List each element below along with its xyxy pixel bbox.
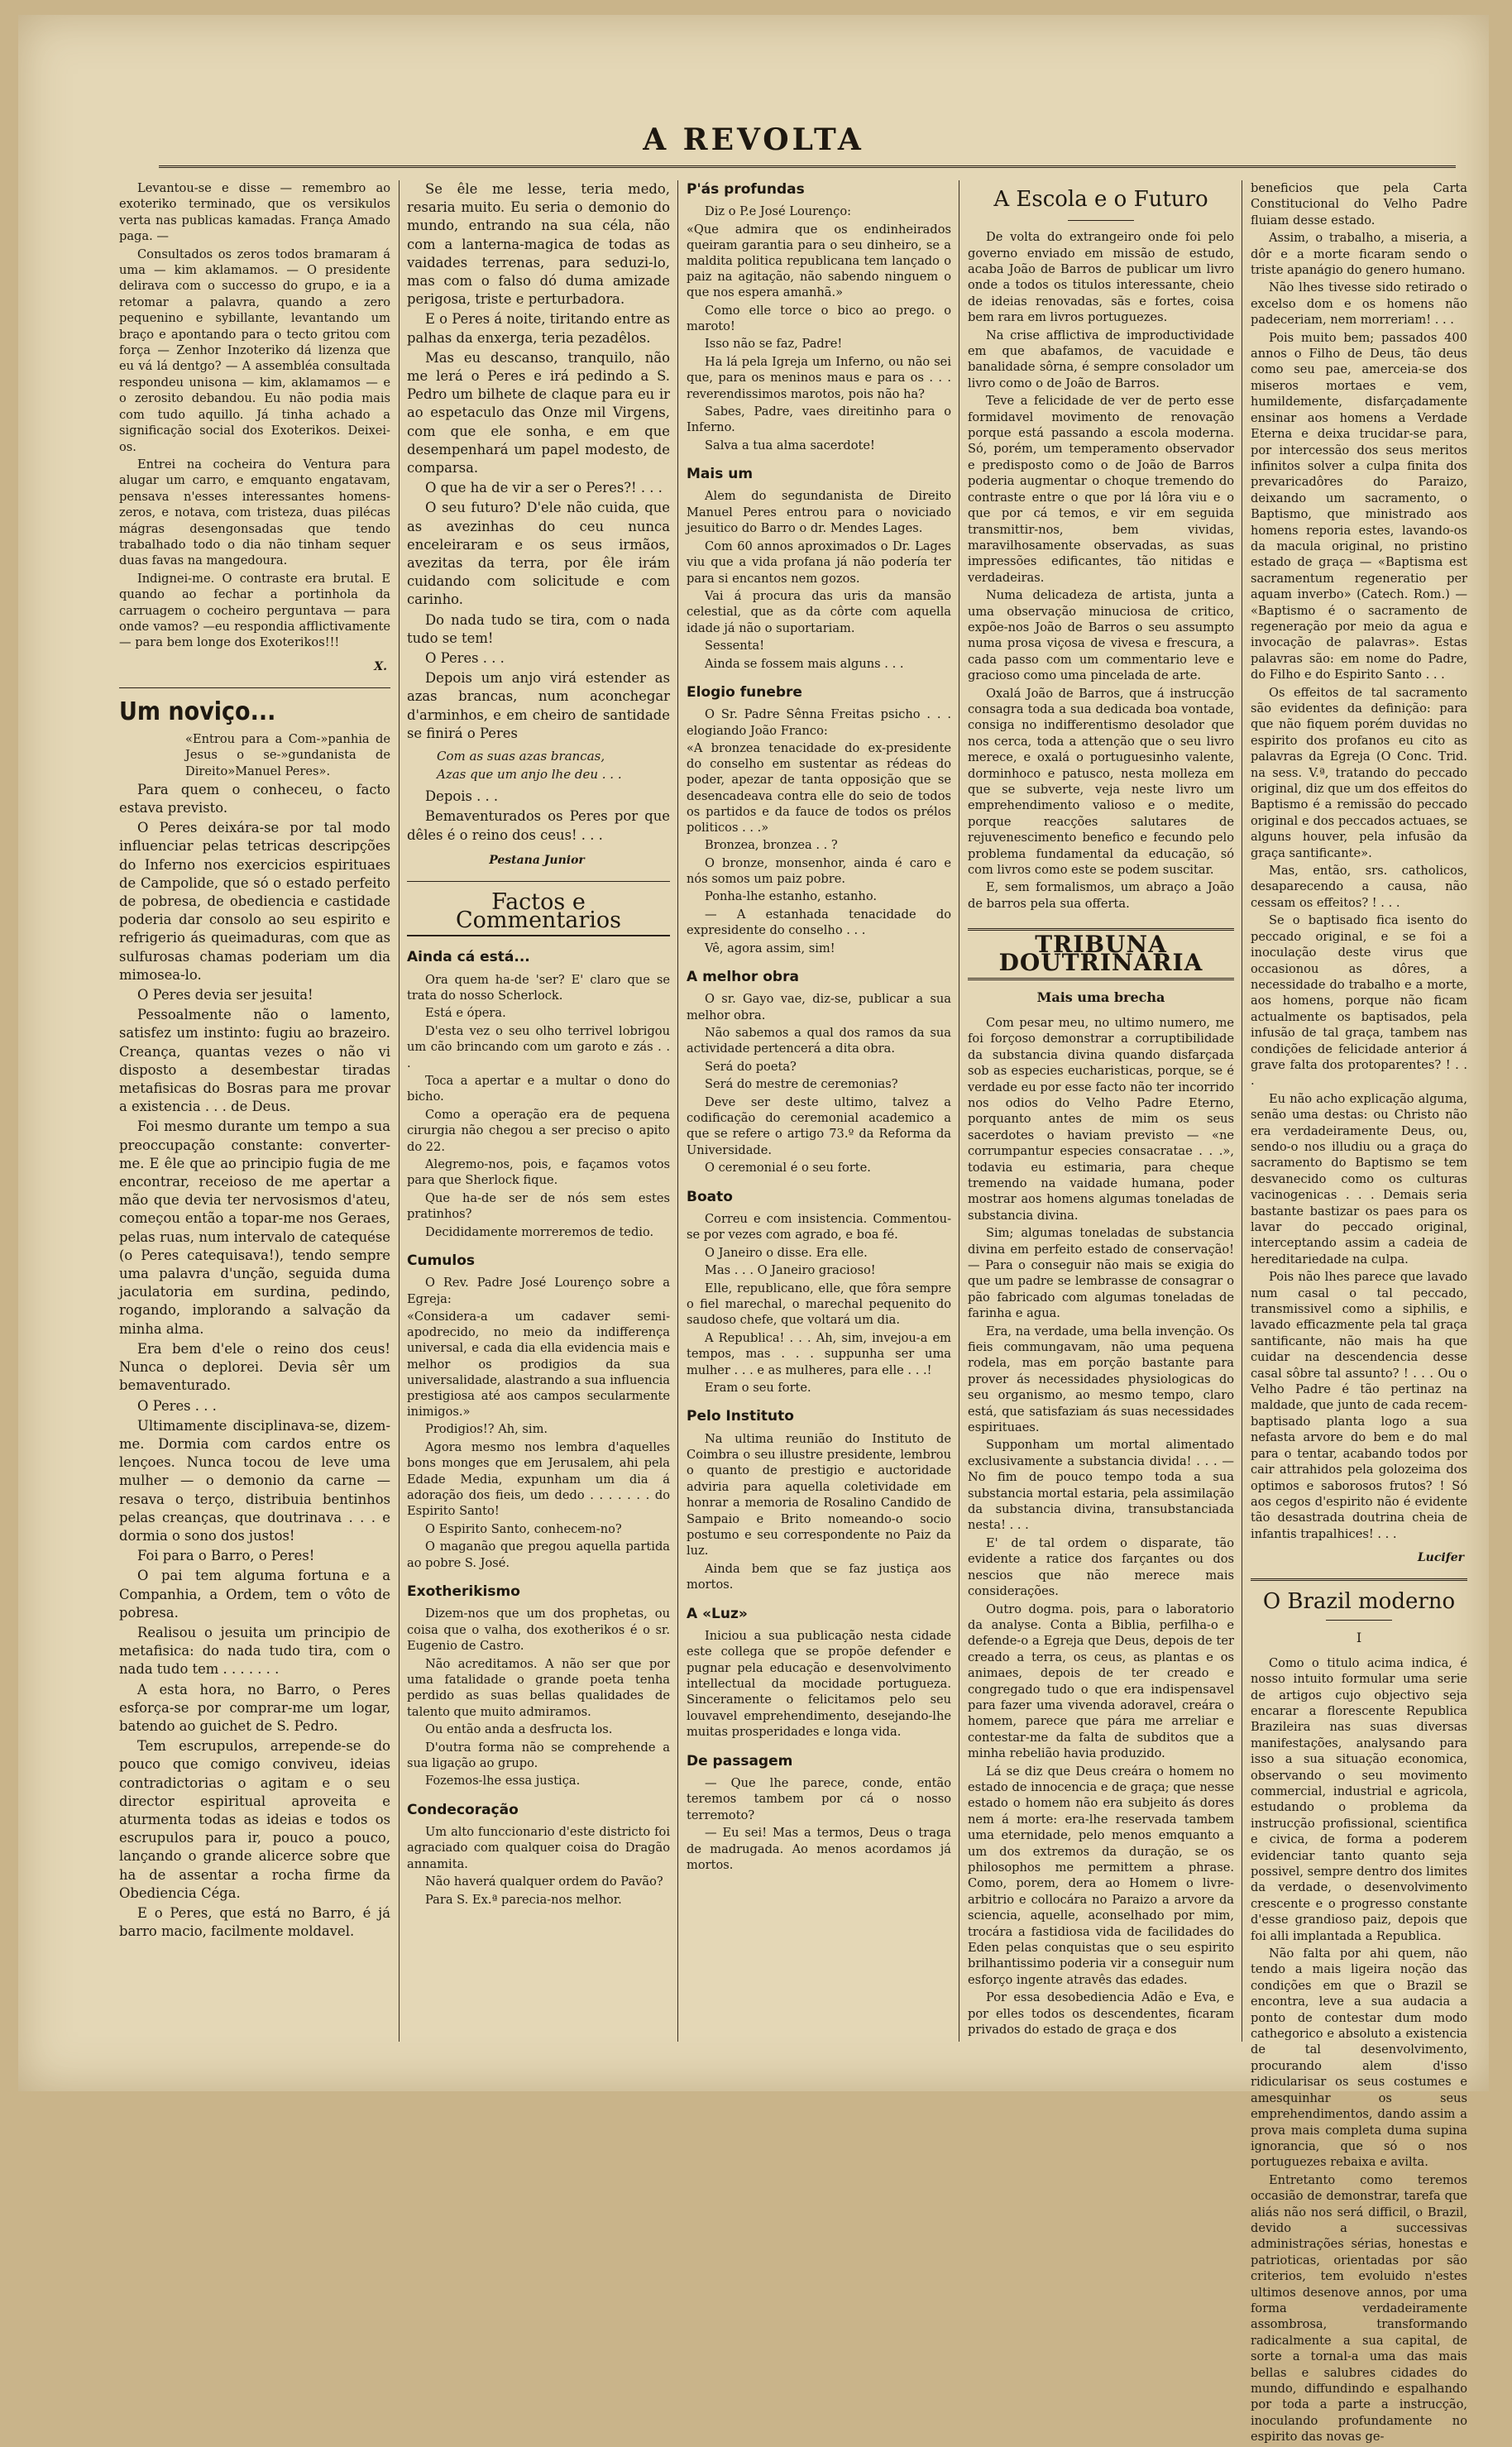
paragraph: Como o titulo acima indica, é nosso intuito formular uma serie de artigos cujo objectivo seja encarar a florescente Republica Brazileira nas suas diversas manifestações, analysando para isso a sua situação economica, observando o seu movimento commercial, industrial e agricola, estudando o problema da instrucção profissional, scientifica e civica, de forma a poderem evidenciar tanto quanto seja possivel, sempre dentro dos limites da verdade, o desenvolvimento crescente e o progresso constante d'esse grandioso paiz, depois que foi alli implantada a Republica. (1251, 1655, 1467, 1943)
subsection-title: Elogio funebre (687, 683, 802, 701)
column-divider (677, 180, 678, 2042)
paragraph: Toca a apertar e a multar o dono do bicho. (407, 1073, 670, 1104)
paragraph: Na ultima reunião do Instituto de Coimbra o seu illustre presidente, lembrou o quanto de prestigio e auctoridade adviria para aquella coletividade em honrar a memoria de Rosalino Candido de Sampaio e Brito nomeando-o socio postumo e seu correspondente no Paiz da luz. (687, 1431, 951, 1559)
paragraph: Consultados os zeros todos bramaram á uma — kim aklamamos. — O presidente delirava com o successo do grupo, e ia a retomar a palavra, quando a zero pequenino e sybillante, levantando um braço e apontando para o tecto gritou com força — Zenhor Inzoteriko dá lizenza que eu vá lá dentgo? — A assembléa consultada respondeu unisona — kim, aklamamos — e o zerosito debandou. Eu não podia mais com tudo aquillo. Já tinha achado a significação social dos Exoterikos. Deixei-os. (119, 247, 390, 454)
paragraph: Deve ser deste ultimo, talvez a codificação do ceremonial academico a que se refere o artigo 73.º da Reforma da Universidade. (687, 1094, 951, 1157)
paragraph: O Peres deixára-se por tal modo influenciar pelas tetricas descripções do Inferno nos exercicios espirituaes de Campolide, que só o estado perfeito de pobresa, de obediencia e castidade poderia dar consolo ao seu espirito e refrigerio ás queimaduras, com que as sulfurosas chamas poderiam um dia mimosea-lo. (119, 820, 390, 983)
subsection-title: Cumulos (407, 1252, 476, 1270)
section-title: Factos e Commentarios (407, 893, 670, 936)
paragraph: Decididamente morreremos de tedio. (425, 1224, 654, 1239)
subsection-title: Condecoração (407, 1801, 519, 1818)
paragraph: Pois não lhes parece que lavado num casal o tal peccado, transmissivel como a siphilis, e lavado efficazmente pela tal graça santificante, não mais ha que cuidar na descendencia desse casal sôbre tal assunto? ! . . . Ou o Velho Padre é tão pertinaz na maldade, que junto de cada recem-baptisado planta logo a sua nefasta arvore do bem e do mal para o tentar, acabando todos por cair attrahidos pela golozeima dos optimos e saborosos frutos? ! Só aos cegos d'espirito não é evidente tão desastrada doutrina cheia de infantis trapalhices! . . . (1251, 1270, 1467, 1541)
paragraph: — Eu sei! Mas a termos, Deus o traga de madrugada. Ao menos acordamos já mortos. (687, 1826, 951, 1872)
paragraph: Ultimamente disciplinava-se, dizem-me. Dormia com cardos entre os lençoes. Nunca tocou de leve uma mulher — o demonio da carne — resava o terço, distribuia bentinhos pelas creanças, que doutrinava . . . e dormia o sono dos justos! (119, 1417, 390, 1544)
paragraph: O maganão que pregou aquella partida ao pobre S. José. (407, 1540, 670, 1570)
article-title: A Escola e o Futuro (993, 187, 1208, 212)
paragraph: Mas . . . O Janeiro gracioso! (705, 1263, 876, 1278)
paragraph: Lá se diz que Deus creára o homem no estado de innocencia e de graça; que nesse estado o homem não era subjeito ás dores nem á morte: era-lhe reservada tambem uma eternidade, pelo menos emquanto a um dos extremos da duração, se os philosophos me permittem a phrase. Como, porem, dera ao Homem o livre-arbitrio e collocára no Paraizo a arvore da sciencia, aquelle, aconselhado por mim, trocára a fastidiosa vida de facilidades do Eden pelas conquistas que o seu espirito brilhantissimo poderia vir a conseguir num esforço ingente atravês das edades. (968, 1764, 1234, 1987)
paragraph: Sessenta! (705, 639, 765, 654)
paragraph: Os effeitos de tal sacramento são evidentes da definição: para que não fiquem porém duvidas no espirito dos profanos eu cito as palavras da Egreja (O Conc. Trid. na sess. V.ª, tratando do peccado original, diz que um dos effeitos do Baptismo é a remissão do peccado original e dos peccados actuaes, se alguns houver, pela infusão da graça santificante». (1251, 685, 1467, 860)
paragraph: Pessoalmente não o lamento, satisfez um instinto: fugiu ao brazeiro. Creança, quantas vezes o não vi disposto a desembestar tiradas metafisicas do Bosras para me provar a existencia . . . de Deus. (119, 1007, 390, 1115)
paragraph: Será do poeta? (705, 1059, 797, 1074)
paragraph: Tem escrupulos, arrepende-se do pouco que comigo conviveu, ideias contradictorias o agitam e o seu director espiritual aproveita e aturmenta todas as ideias e todos os escrupulos para ir, pouco a pouco, lançando o grande alicerce sobre que ha de assentar a rocha firme da Obediencia Céga. (119, 1738, 390, 1901)
paragraph: Elle, republicano, elle, que fôra sempre o fiel marechal, o marechal pequenito do saudoso chefe, que voltará um dia. (687, 1281, 951, 1328)
paragraph: Salva a tua alma sacerdote! (705, 438, 875, 453)
signature: Pestana Junior (489, 853, 585, 867)
paragraph: Para quem o conheceu, o facto estava previsto. (119, 781, 390, 816)
paragraph: Foi para o Barro, o Peres! (137, 1548, 315, 1564)
paragraph: Bronzea, bronzea . . ? (705, 838, 838, 853)
paragraph: Vai á procura das uris da mansão celestial, que as da côrte com aquella idade já não o suportariam. (687, 588, 951, 635)
paragraph: O seu futuro? D'ele não cuida, que as avezinhas do ceu nunca enceleiraram e os seus irmãos, avezitas da terra, por êle irám cuidando com solicitude e com carinho. (407, 500, 670, 608)
paragraph: Com 60 annos aproximados o Dr. Lages viu que a vida profana já não podería ter para si encantos nem gozos. (687, 539, 951, 586)
paragraph: Teve a felicidade de ver de perto esse formidavel movimento de renovação porque está passando a escola moderna. Só, porém, um temperamento observador e predisposto como o de João de Barros poderia augmentar o choque tremendo do contraste entre o que por lá lôra viu e o que por cá temos, e vir em seguida transmittir-nos, bem vividas, maravilhosamente observadas, as suas impressões edificantes, tão nitidas e verdadeiras. (968, 394, 1234, 585)
epigraph: «Entrou para a Com-»panhia de Jesus o se-»gundanista de Direito»Manuel Peres». (185, 732, 390, 778)
subsection-title: Ainda cá está... (407, 949, 530, 966)
paragraph: Não acreditamos. A não ser que por uma fatalidade o grande poeta tenha perdido as suas bellas qualidades de talento que muito admiramos. (407, 1656, 670, 1719)
paragraph: O Espirito Santo, conhecem-no? (425, 1521, 622, 1536)
section-title: Um noviço... (119, 697, 276, 726)
paragraph: Diz o P.e José Lourenço: (705, 204, 852, 219)
paragraph: Um alto funccionario d'este districto foi agraciado com qualquer coisa do Dragão annamita. (407, 1824, 670, 1871)
paragraph: Pois muito bem; passados 400 annos o Filho de Deus, tão deus como seu pae, amerceia-se dos miseros mortaes e vem, humildemente, disfarçadamente ensinar aos homens a Verdade Eterna e deixa trucidar-se para, por intercessão dos seus meritos infinitos solver a culpa finita dos prevaricadôres do Paraizo, deixando um sacramento, o Baptismo, que ministrado aos homens reporia estes, lavando-os da macula original, no pristino estado de graça — «Baptisma est sacramentum regeneratio per aquam inverbo» (Catech. Rom.) — «Baptismo é o sacramento de regeneração por meio da agua e invocação de palavras». Estas palavras são: em nome do Padre, do Filho e do Espirito Santo . . . (1251, 330, 1467, 682)
paragraph: Realisou o jesuita um principio de metafisica: do nada tudo tira, com o nada tudo tem . . . . . . . (119, 1624, 390, 1678)
paragraph: Entretanto como teremos occasião de demonstrar, tarefa que aliás não nos será difficil, o Brazil, devido a successivas administrações sérias, honestas e patrioticas, orientadas por são criterios, tem evoluido n'estes ultimos desenove annos, por uma forma verdadeiramente assombrosa, transformando radicalmente a sua capital, de sorte a tornal-a uma das mais bellas e salubres cidades do mundo, diffundindo e espalhando por toda a parte a instrucção, inoculando profundamente no espirito das novas ge- (1251, 2172, 1467, 2445)
roman-numeral: I (1356, 1629, 1362, 1645)
paragraph: Prodigios!? Ah, sim. (425, 1422, 548, 1437)
subsection-title: De passagem (687, 1752, 793, 1769)
paragraph: Ha lá pela Igreja um Inferno, ou não sei que, para os meninos maus e para os . . . reverendissimos marotos, pois não ha? (687, 354, 951, 401)
paragraph: Está e ópera. (425, 1006, 506, 1021)
divider (1068, 220, 1134, 221)
paragraph: beneficios que pela Carta Constitucional do Velho Padre fluiam desse estado. (1251, 181, 1467, 227)
newspaper-page (18, 15, 1489, 2445)
paragraph: E o Peres á noite, tiritando entre as palhas da enxerga, teria pezadêlos. (407, 311, 670, 346)
paragraph: Como elle torce o bico ao prego. o maroto! (687, 303, 951, 334)
paragraph: Não falta por ahi quem, não tendo a mais ligeira noção das condições em que o Brazil se encontra, leve a sua audacia a ponto de contestar dum modo cathegorico e absoluto a existencia de tal desenvolvimento, procurando alem d'isso ridicularisar os seus costumes e amesquinhar os seus emprehendimentos, dando assim a prova mais completa duma supina ignorancia, que só o nos portuguezes rebaixa e avilta. (1251, 1947, 1467, 2170)
paragraph: Era, na verdade, uma bella invenção. Os fieis commungavam, não uma pequena rodela, mas em porção bastante para prover ás necessidades physiologicas do seu organismo, ao mesmo tempo, claro está, que satisfaziam ás suas necessidades espirituaes. (968, 1324, 1234, 1435)
subsection-title: P'ás profundas (687, 181, 805, 198)
signature: X. (374, 659, 387, 673)
paragraph: Supponham um mortal alimentado exclusivamente a substancia divida! . . . — No fim de pouco tempo toda a sua substancia mortal estaria, pela assimilação da substancia divina, transubstanciada nesta! . . . (968, 1438, 1234, 1533)
paragraph: Entrei na cocheira do Ventura para alugar um carro, e emquanto engatavam, pensava n'esses interessantes homens-zeros, e notava, com tristeza, duas pilécas mágras desengonsadas que tendo trabalhado todo o dia não tinham sequer duas favas na mangedoura. (119, 457, 390, 568)
paragraph: Alem do segundanista de Direito Manuel Peres entrou para o noviciado jesuitico do Barro o dr. Mendes Lages. (687, 489, 951, 536)
paragraph: D'esta vez o seu olho terrivel lobrigou um cão brincando com um garoto e zás . . . (407, 1023, 670, 1070)
paragraph: D'outra forma não se comprehende a sua ligação ao grupo. (407, 1740, 670, 1770)
divider (1251, 1578, 1467, 1581)
paragraph: Iniciou a sua publicação nesta cidade este collega que se propõe defender e pugnar pela educação e desenvolvimento intellectual da mocidade portugueza. Sinceramente o felicitamos pelo seu louvavel emprehendimento, desejando-lhe muitas prosperidades e longa vida. (687, 1628, 951, 1740)
paragraph: O pai tem alguma fortuna e a Companhia, a Ordem, tem o vôto de pobresa. (119, 1568, 390, 1621)
paragraph: O bronze, monsenhor, ainda é caro e nós somos um paiz pobre. (687, 855, 951, 886)
subsection-title: A melhor obra (687, 969, 799, 986)
quotation: «A bronzea tenacidade do ex-presidente do conselho em sustentar as rédeas do poder, apezar de tanta opposição que se desencadeava contra elle do seio de todos os partidos e da fauce de todos os prélos politicos . . .» (687, 740, 951, 835)
paragraph: A Republica! . . . Ah, sim, invejou-a em tempos, mas . . . suppunha ser uma mulher . . . e as mulheres, para elle . . .! (687, 1330, 951, 1377)
paragraph: Que ha-de ser de nós sem estes pratinhos? (407, 1190, 670, 1222)
paragraph: Depois um anjo virá estender as azas brancas, num aconchegar d'arminhos, e em cheiro de santidade se finirá o Peres (407, 670, 670, 741)
paragraph: Alegremo-nos, pois, e façamos votos para que Sherlock fique. (407, 1156, 670, 1188)
quotation: «Considera-a um cadaver semi-apodrecido, no meio da indifferença universal, e cada dia ella evidencia mais e melhor os prodigios da sua universalidade, alastrando a sua influencia prestigiosa até aos campos secularmente inimigos.» (407, 1310, 670, 1420)
paragraph: Ou então anda a desfructa los. (425, 1722, 613, 1737)
paragraph: A esta hora, no Barro, o Peres esforça-se por comprar-me um logar, batendo ao guichet de S. Pedro. (119, 1681, 390, 1734)
paragraph: Sabes, Padre, vaes direitinho para o Inferno. (687, 405, 951, 435)
paragraph: Ainda se fossem mais alguns . . . (705, 656, 904, 671)
paragraph: Ponha-lhe estanho, estanho. (705, 889, 877, 904)
paragraph: Levantou-se e disse — remembro ao exoteriko terminado, que os versikulos verta nas publicas kamadas. França Amado paga. — (119, 181, 390, 244)
masthead-title: A REVOLTA (643, 122, 864, 157)
paragraph: O que ha de vir a ser o Peres?! . . . (425, 480, 663, 496)
paragraph: Vê, agora assim, sim! (705, 941, 835, 955)
paragraph: Para S. Ex.ª parecia-nos melhor. (425, 1892, 622, 1907)
column-4 (968, 180, 1234, 2039)
paragraph: — A estanhada tenacidade do expresidente do conselho . . . (687, 907, 951, 938)
masthead-rule (159, 165, 1456, 168)
paragraph: O Janeiro o disse. Era elle. (705, 1245, 868, 1260)
subsection-title: Mais um (687, 466, 754, 483)
paragraph: O Peres . . . (425, 650, 505, 667)
subsection-title: Boato (687, 1188, 733, 1205)
divider (1326, 1620, 1392, 1621)
paragraph: O ceremonial é o seu forte. (705, 1161, 871, 1176)
column-1 (119, 180, 390, 1942)
paragraph: E, sem formalismos, um abraço a João de barros pela sua offerta. (968, 880, 1234, 911)
paragraph: Do nada tudo se tira, com o nada tudo se tem! (407, 611, 670, 646)
paragraph: Era bem d'ele o reino dos ceus! Nunca o deplorei. Devia sêr um bemaventurado. (119, 1340, 390, 1394)
paragraph: Dizem-nos que um dos prophetas, ou coisa que o valha, dos exotherikos é o sr. Eugenio de Castro. (407, 1607, 670, 1654)
paragraph: Eu não acho explicação alguma, senão uma destas: ou Christo não era verdadeiramente Deus, ou, sendo-o nos illudiu ou a graça do sacramento do Baptismo se tem desvanecido como os culturas vacinogenicas . . . Demais seria bastante bastizar os paes para os lavar do peccado original, interceptando assim a cadeia de hereditariedade na culpa. (1251, 1091, 1467, 1267)
paragraph: De volta do extrangeiro onde foi pelo governo enviado em missão de estudo, acaba João de Barros de publicar um livro onde a todos os titulos interessante, cheio de ideias renovadas, sãs e fortes, coisa bem rara em livros portuguezes. (968, 230, 1234, 325)
paragraph: Não sabemos a qual dos ramos da sua actividade pertencerá a dita obra. (687, 1026, 951, 1056)
verse-line: Com as suas azas brancas, (437, 749, 605, 764)
paragraph: Por essa desobediencia Adão e Eva, e por elles todos os descendentes, ficaram privados do estado de graça e dos (968, 1990, 1234, 2038)
paragraph: Foi mesmo durante um tempo a sua preoccupação constante: converter-me. E êle que ao principio fugia de me encontrar, receioso de me apertar a mão que devia ter nervosismos d'ateu, começou então a topar-me nos Geraes, pelas ruas, num intervalo de catequése (o Peres catequisava!), tendo sempre uma palavra d'unção, seguida duma jaculatoria em surdina, pedindo, rogando, implorando a salvação da minha alma. (119, 1118, 390, 1337)
paragraph: Depois . . . (425, 788, 499, 805)
subsection-title: Pelo Instituto (687, 1408, 794, 1425)
subsection-title: Exotherikismo (407, 1583, 520, 1601)
paragraph: Ainda bem que se faz justiça aos mortos. (687, 1561, 951, 1592)
paragraph: Fozemos-lhe essa justiça. (425, 1774, 581, 1789)
paragraph: Numa delicadeza de artista, junta a uma observação minuciosa de critico, expõe-nos João de Barros o seu assumpto numa prosa viçosa de vivesa e frescura, a cada passo com um commentario leve e gracioso como uma pincelada de arte. (968, 588, 1234, 683)
paragraph: Outro dogma. pois, para o laboratorio da analyse. Conta a Biblia, perfilha-o e defende-o a Egreja que Deus, depois de ter creado a terra, os ceus, as plantas e os animaes, depois de ter creado e congregado tudo o que era indispensavel para fazer uma vivenda adoravel, creára o homem, parece que pára me arreliar e contestar-me da falta de subditos que a minha rebelião havia produzido. (968, 1602, 1234, 1761)
paragraph: Se o baptisado fica isento do peccado original, e se foi a inoculação deste virus que occasionou as dôres, a necessidade do trabalho e a morte, aos homens, porque não ficam actualmente os baptisados, pela infusão de tal graça, tambem nas condições de felicidade anterior á grave falta dos protoparentes? ! . . . (1251, 913, 1467, 1089)
paragraph: Ora quem ha-de 'ser? E' claro que se trata do nosso Scherlock. (407, 972, 670, 1003)
paragraph: Bemaventurados os Peres por que dêles é o reino dos ceus! . . . (407, 808, 670, 843)
paragraph: Agora mesmo nos lembra d'aquelles bons monges que em Jerusalem, ahi pela Edade Media, expunham um dia á adoração dos fieis, um dedo . . . . . . . do Espirito Santo! (407, 1439, 670, 1519)
paragraph: Não lhes tivesse sido retirado o excelso dom e os homens não padeceriam, nem morreriam! . . . (1251, 280, 1467, 328)
paragraph: Assim, o trabalho, a miseria, a dôr e a morte ficaram sendo o triste apanágio do genero humano. (1251, 231, 1467, 278)
paragraph: O Sr. Padre Sênna Freitas psicho . . . elogiando João Franco: (687, 707, 951, 738)
paragraph: O Peres devia ser jesuita! (137, 987, 313, 1003)
paragraph: Eram o seu forte. (705, 1380, 811, 1395)
quotation: «Que admira que os endinheirados queiram garantia para o seu dinheiro, se a maldita politica republicana tem lançado o paiz na agitação, não sabendo ninguem o que nos espera amanhã.» (687, 222, 951, 300)
paragraph: Mas eu descanso, tranquilo, não me lerá o Peres e irá pedindo a S. Pedro um bilhete de claque para eu ir ao espetaculo das Onze mil Virgens, com que ele sonha, e em que desempenhará um papel modesto, de comparsa. (407, 349, 670, 476)
divider (407, 881, 670, 882)
paragraph: Se êle me lesse, teria medo, resaria muito. Eu seria o demonio do mundo, entrando na sua céla, não com a lanterna-magica de todas as vaidades terrenas, para seduzi-lo, mas com o falso dó duma amizade perigosa, triste e perturbadora. (407, 181, 670, 308)
signature: Lucifer (1417, 1551, 1464, 1565)
paragraph: Indignei-me. O contraste era brutal. E quando ao fechar a portinhola da carruagem o cocheiro perguntava — para onde vamos? —eu respondia afflictivamente — para bem longe dos Exoterikos!!! (119, 571, 390, 650)
paragraph: Não haverá qualquer ordem do Pavão? (425, 1875, 663, 1889)
paragraph: Com pesar meu, no ultimo numero, me foi forçoso demonstrar a corruptibilidade da substancia divina quando disfarçada sob as especies eucharisticas, porque, se é verdade eu por esse facto não ter incorrido nos odios do Velho Padre Eterno, porquanto antes de mim os seus sacerdotes o haviam previsto — «ne corrumpantur especies consacratae . . .», todavia eu estimaria, para cheque tremendo na vaidade humana, poder mostrar aos homens algumas toneladas de substancia divina. (968, 1015, 1234, 1223)
paragraph: Na crise afflictiva de improductividade em que abafamos, de vacuidade e banalidade sôrna, é sempre consolador um livro como o de João de Barros. (968, 328, 1234, 390)
column-2 (407, 180, 670, 1909)
paragraph: Mas, então, srs. catholicos, desaparecendo a causa, não cessam os effeitos? ! . . . (1251, 864, 1467, 910)
column-3 (687, 180, 951, 1875)
paragraph: E o Peres, que está no Barro, é já barro macio, facilmente moldavel. (119, 1904, 390, 1940)
paragraph: Isso não se faz, Padre! (705, 337, 843, 352)
section-title: TRIBUNA DOUTRINARIA (968, 928, 1234, 979)
divider (119, 687, 390, 688)
paragraph: O Peres . . . (137, 1397, 217, 1414)
article-title: O Brazil moderno (1262, 1589, 1456, 1615)
paragraph: O Rev. Padre José Lourenço sobre a Egreja: (407, 1276, 670, 1306)
subsection-title: A «Luz» (687, 1605, 748, 1622)
verse-line: Azas que um anjo lhe deu . . . (437, 767, 622, 783)
subsection-title: Mais uma brecha (1036, 989, 1165, 1005)
paragraph: Oxalá João de Barros, que á instrucção consagra toda a sua dedicada boa vontade, consiga no indifferentismo desolador que nos cerca, toda a attenção que o seu livro merece, e oxalá o portuguesinho valente, dorminhoco e patusco, nesta molleza em que se subverte, veja neste livro um emprehendimento valioso e o medite, porque reacções salutares de rejuvenescimento benefico e fecundo pelo problema fundamental da educação, só com livros como este se podem suscitar. (968, 686, 1234, 878)
paragraph: Como a operação era de pequena cirurgia não chegou a ser preciso o apito do 22. (407, 1107, 670, 1154)
paragraph: E' de tal ordem o disparate, tão evidente a ratice dos farçantes ou dos nescios que não merece mais considerações. (968, 1535, 1234, 1599)
paragraph: Sim; algumas toneladas de substancia divina em perfeito estado de conservação! — Para o conseguir não mais se exigia do que um padre se lembrasse de consagrar o pão fabricado com algumas toneladas de farinha e agua. (968, 1226, 1234, 1321)
column-divider (399, 180, 400, 2042)
paragraph: — Que lhe parece, conde, então teremos tambem por cá o nosso terremoto? (687, 1775, 951, 1822)
paragraph: Será do mestre de ceremonias? (705, 1077, 898, 1092)
paragraph: Correu e com insistencia. Commentou-se por vezes com agrado, e boa fé. (687, 1211, 951, 1243)
paragraph: O sr. Gayo vae, diz-se, publicar a sua melhor obra. (687, 992, 951, 1022)
